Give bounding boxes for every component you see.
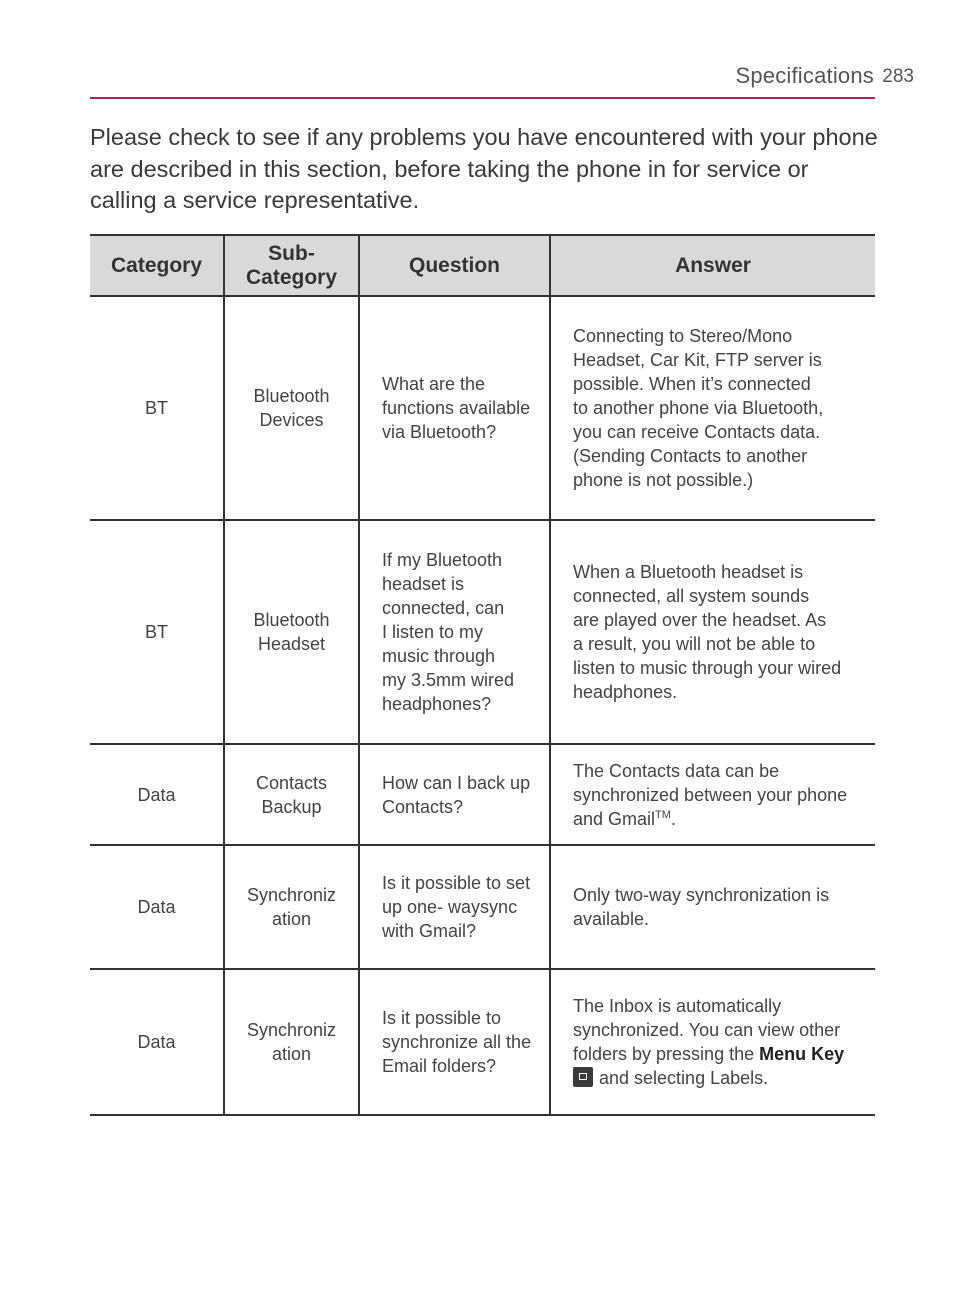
section-title: Specifications [735, 63, 874, 88]
page-header [90, 60, 914, 100]
page-number: 283 [882, 66, 914, 87]
cell-subcategory: Synchroniz ation [224, 969, 359, 1115]
cell-category: BT [90, 520, 224, 744]
table-header-row [90, 235, 875, 296]
cell-subcategory: Bluetooth Devices [224, 296, 359, 520]
cell-category: Data [90, 845, 224, 969]
answer-end: . [670, 808, 676, 829]
cell-answer [550, 969, 875, 1115]
menu-key-icon [573, 1067, 593, 1087]
cell-answer: Only two-way synchronization is available. [550, 845, 875, 969]
cell-question: How can I back up Contacts? [359, 744, 550, 845]
cell-category: BT [90, 296, 224, 520]
column-header-subcategory: Sub- Category [224, 235, 359, 296]
cell-subcategory: Synchroniz ation [224, 845, 359, 969]
troubleshooting-table [90, 234, 875, 1116]
cell-answer: Connecting to Stereo/Mono Headset, Car Kit, FTP server is possible. When it’s connected to another phone via Bluetooth, you can receive Contacts data. (Sending Contacts to another phone is not possible.) [550, 296, 875, 520]
cell-question: Is it possible to synchronize all the Email folders? [359, 969, 550, 1115]
answer-text: The Inbox is automatically synchronized. You can view other folders by pressing the [573, 996, 841, 1064]
cell-question: If my Bluetooth headset is connected, can I listen to my music through my 3.5mm wired headphones? [359, 520, 550, 744]
cell-category: Data [90, 744, 224, 845]
column-header-answer: Answer [550, 235, 875, 296]
header-divider [90, 97, 875, 99]
table-row [90, 296, 875, 520]
table-row [90, 845, 875, 969]
cell-subcategory: Contacts Backup [224, 744, 359, 845]
menu-key-label: Menu Key [759, 1044, 845, 1064]
intro-paragraph: Please check to see if any problems you have encountered with your phone are described in this section, before taking the phone in for service or calling a service representative. [90, 124, 878, 213]
cell-subcategory: Bluetooth Headset [224, 520, 359, 744]
column-header-category: Category [90, 235, 224, 296]
cell-question: Is it possible to set up one- waysync with Gmail? [359, 845, 550, 969]
table-row [90, 969, 875, 1115]
answer-text: The Contacts data can be synchronized between your phone and Gmail [573, 760, 848, 829]
column-header-question: Question [359, 235, 550, 296]
cell-answer: When a Bluetooth headset is connected, all system sounds are played over the headset. As a result, you will not be able to listen to music through your wired headphones. [550, 520, 875, 744]
trademark-superscript: TM [655, 808, 671, 821]
cell-answer [550, 744, 875, 845]
cell-category: Data [90, 969, 224, 1115]
answer-end: and selecting Labels. [599, 1068, 769, 1088]
table-row [90, 744, 875, 845]
cell-question: What are the functions available via Bluetooth? [359, 296, 550, 520]
table-row [90, 520, 875, 744]
